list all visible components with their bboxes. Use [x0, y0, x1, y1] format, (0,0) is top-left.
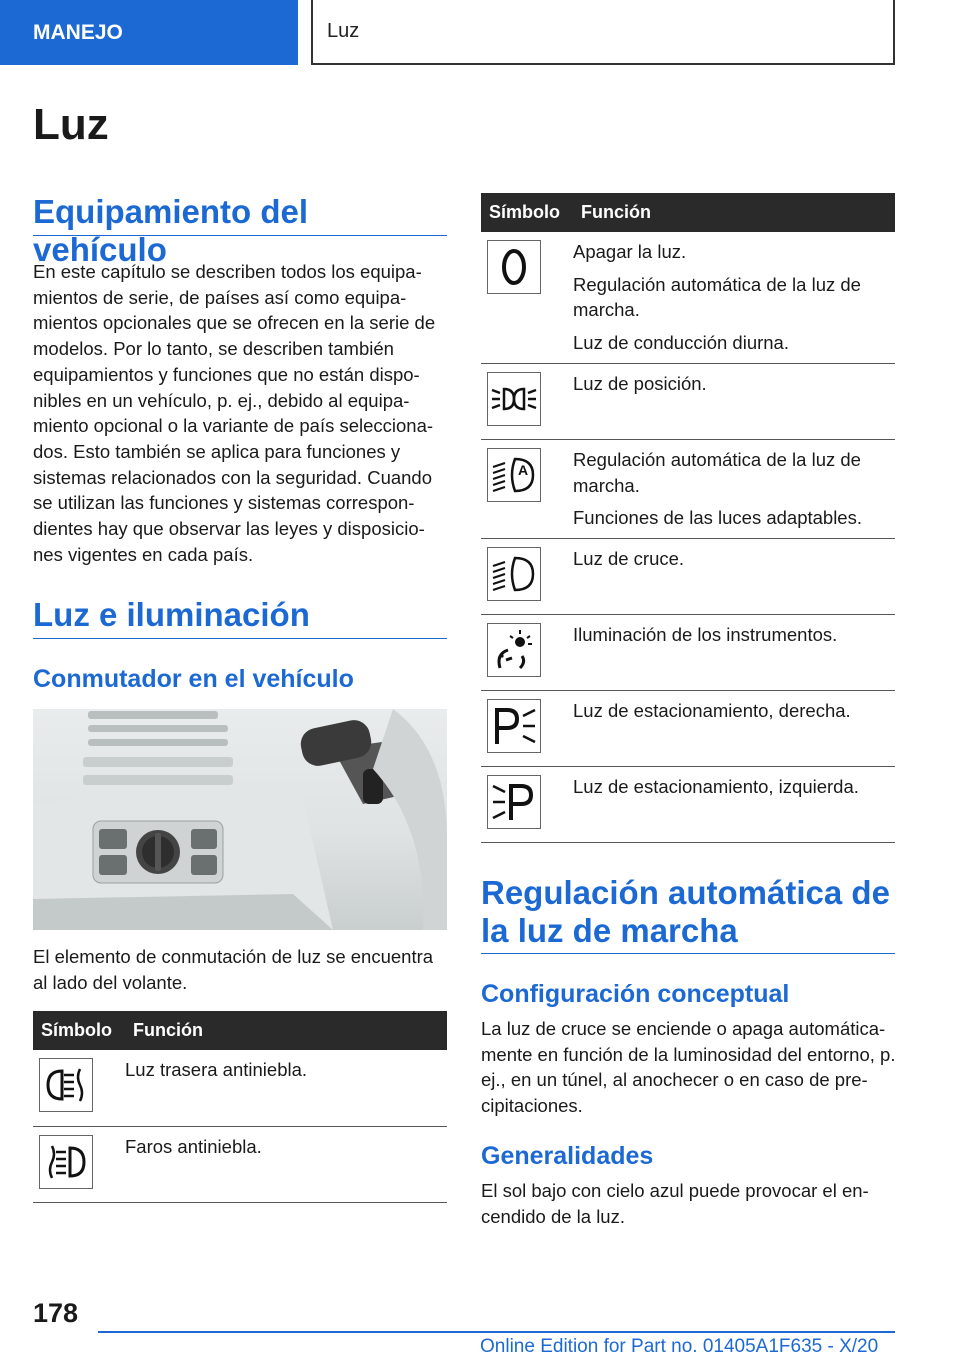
chapter-title: Luz	[311, 0, 895, 65]
switch-heading: Conmutador en el vehículo	[33, 665, 354, 693]
left-symbol-table	[33, 1011, 447, 1203]
auto-light-heading: Regulación automática de la luz de marcha	[481, 874, 895, 954]
table-row	[481, 766, 895, 842]
function-text: Iluminación de los instrumentos.	[573, 623, 838, 645]
lights-off-icon	[487, 240, 541, 294]
general-heading: Generalidades	[481, 1142, 654, 1170]
function-text: Faros antiniebla.	[125, 1135, 262, 1157]
page-title: Luz	[33, 100, 109, 149]
edition-note: Online Edition for Part no. 01405A1F635 - X/20	[480, 1336, 879, 1357]
function-text: Regulación automática de la luz de marcha.	[573, 273, 861, 321]
table-row	[481, 614, 895, 690]
parking-light-left-icon	[487, 775, 541, 829]
function-column-header: Función	[573, 193, 895, 232]
function-text: Regulación automática de la luz de marcha.	[573, 448, 861, 496]
general-paragraph: El sol bajo con cielo azul puede provocar el en- cendido de la luz.	[481, 1180, 869, 1227]
table-row	[481, 538, 895, 614]
function-text: Luz trasera antiniebla.	[125, 1059, 308, 1080]
footer-divider	[98, 1331, 895, 1333]
function-text: Luz de estacionamiento, derecha.	[573, 699, 851, 721]
function-text: Luz de conducción diurna.	[573, 332, 789, 354]
page-number: 178	[33, 1298, 79, 1328]
function-text: Luz de estacionamiento, izquierda.	[573, 775, 859, 797]
table-row	[33, 1126, 447, 1202]
auto-headlight-icon	[487, 448, 541, 502]
table-row	[33, 1050, 447, 1126]
function-text: Apagar la luz.	[573, 241, 687, 262]
light-switch-photo	[33, 709, 447, 930]
table-row	[481, 690, 895, 766]
low-beam-icon	[487, 547, 541, 601]
right-symbol-table	[481, 193, 895, 843]
function-text: Luz de posición.	[573, 372, 707, 394]
equipment-heading: Equipamiento del vehículo	[33, 193, 447, 236]
svg-text:A: A	[518, 461, 529, 478]
parking-lights-icon	[487, 372, 541, 426]
concept-paragraph: La luz de cruce se enciende o apaga automática- mente en función de la luminosidad del entorno, p. ej., en un túnel, al anochecer o en caso de pre- cipitaciones.	[481, 1018, 896, 1117]
symbol-column-header: Símbolo	[481, 193, 573, 232]
table-row	[481, 439, 895, 538]
equipment-paragraph: En este capítulo se describen todos los equipa- mientos de serie, de países así como equipa- mientos opcionales que se ofrecen en la serie de modelos. Por lo tanto, se describen también equipamientos y funciones que no están dispo- nibles en un vehículo, p. ej., debido al equipa- miento opcional o la variante de país selecciona- dos. Esto también se aplica para funciones y sistemas relacionados con la seguridad. Cuando se utilizan las funciones y sistemas correspon- dientes hay que observar las leyes y disposicio- nes vigentes en cada país.	[33, 261, 436, 565]
front-fog-light-icon	[39, 1135, 93, 1189]
switch-paragraph: El elemento de conmutación de luz se encuentra al lado del volante.	[33, 946, 434, 993]
function-column-header: Función	[125, 1011, 447, 1050]
light-heading: Luz e iluminación	[33, 596, 447, 639]
symbol-column-header: Símbolo	[33, 1011, 125, 1050]
table-row	[481, 363, 895, 439]
function-text: Funciones de las luces adaptables.	[573, 507, 862, 529]
rear-fog-light-icon	[39, 1058, 93, 1112]
concept-heading: Configuración conceptual	[481, 980, 790, 1008]
section-tab[interactable]: MANEJO	[0, 0, 298, 65]
table-row	[481, 232, 895, 363]
function-text: Luz de cruce.	[573, 547, 685, 569]
instrument-lighting-icon	[487, 623, 541, 677]
parking-light-right-icon	[487, 699, 541, 753]
